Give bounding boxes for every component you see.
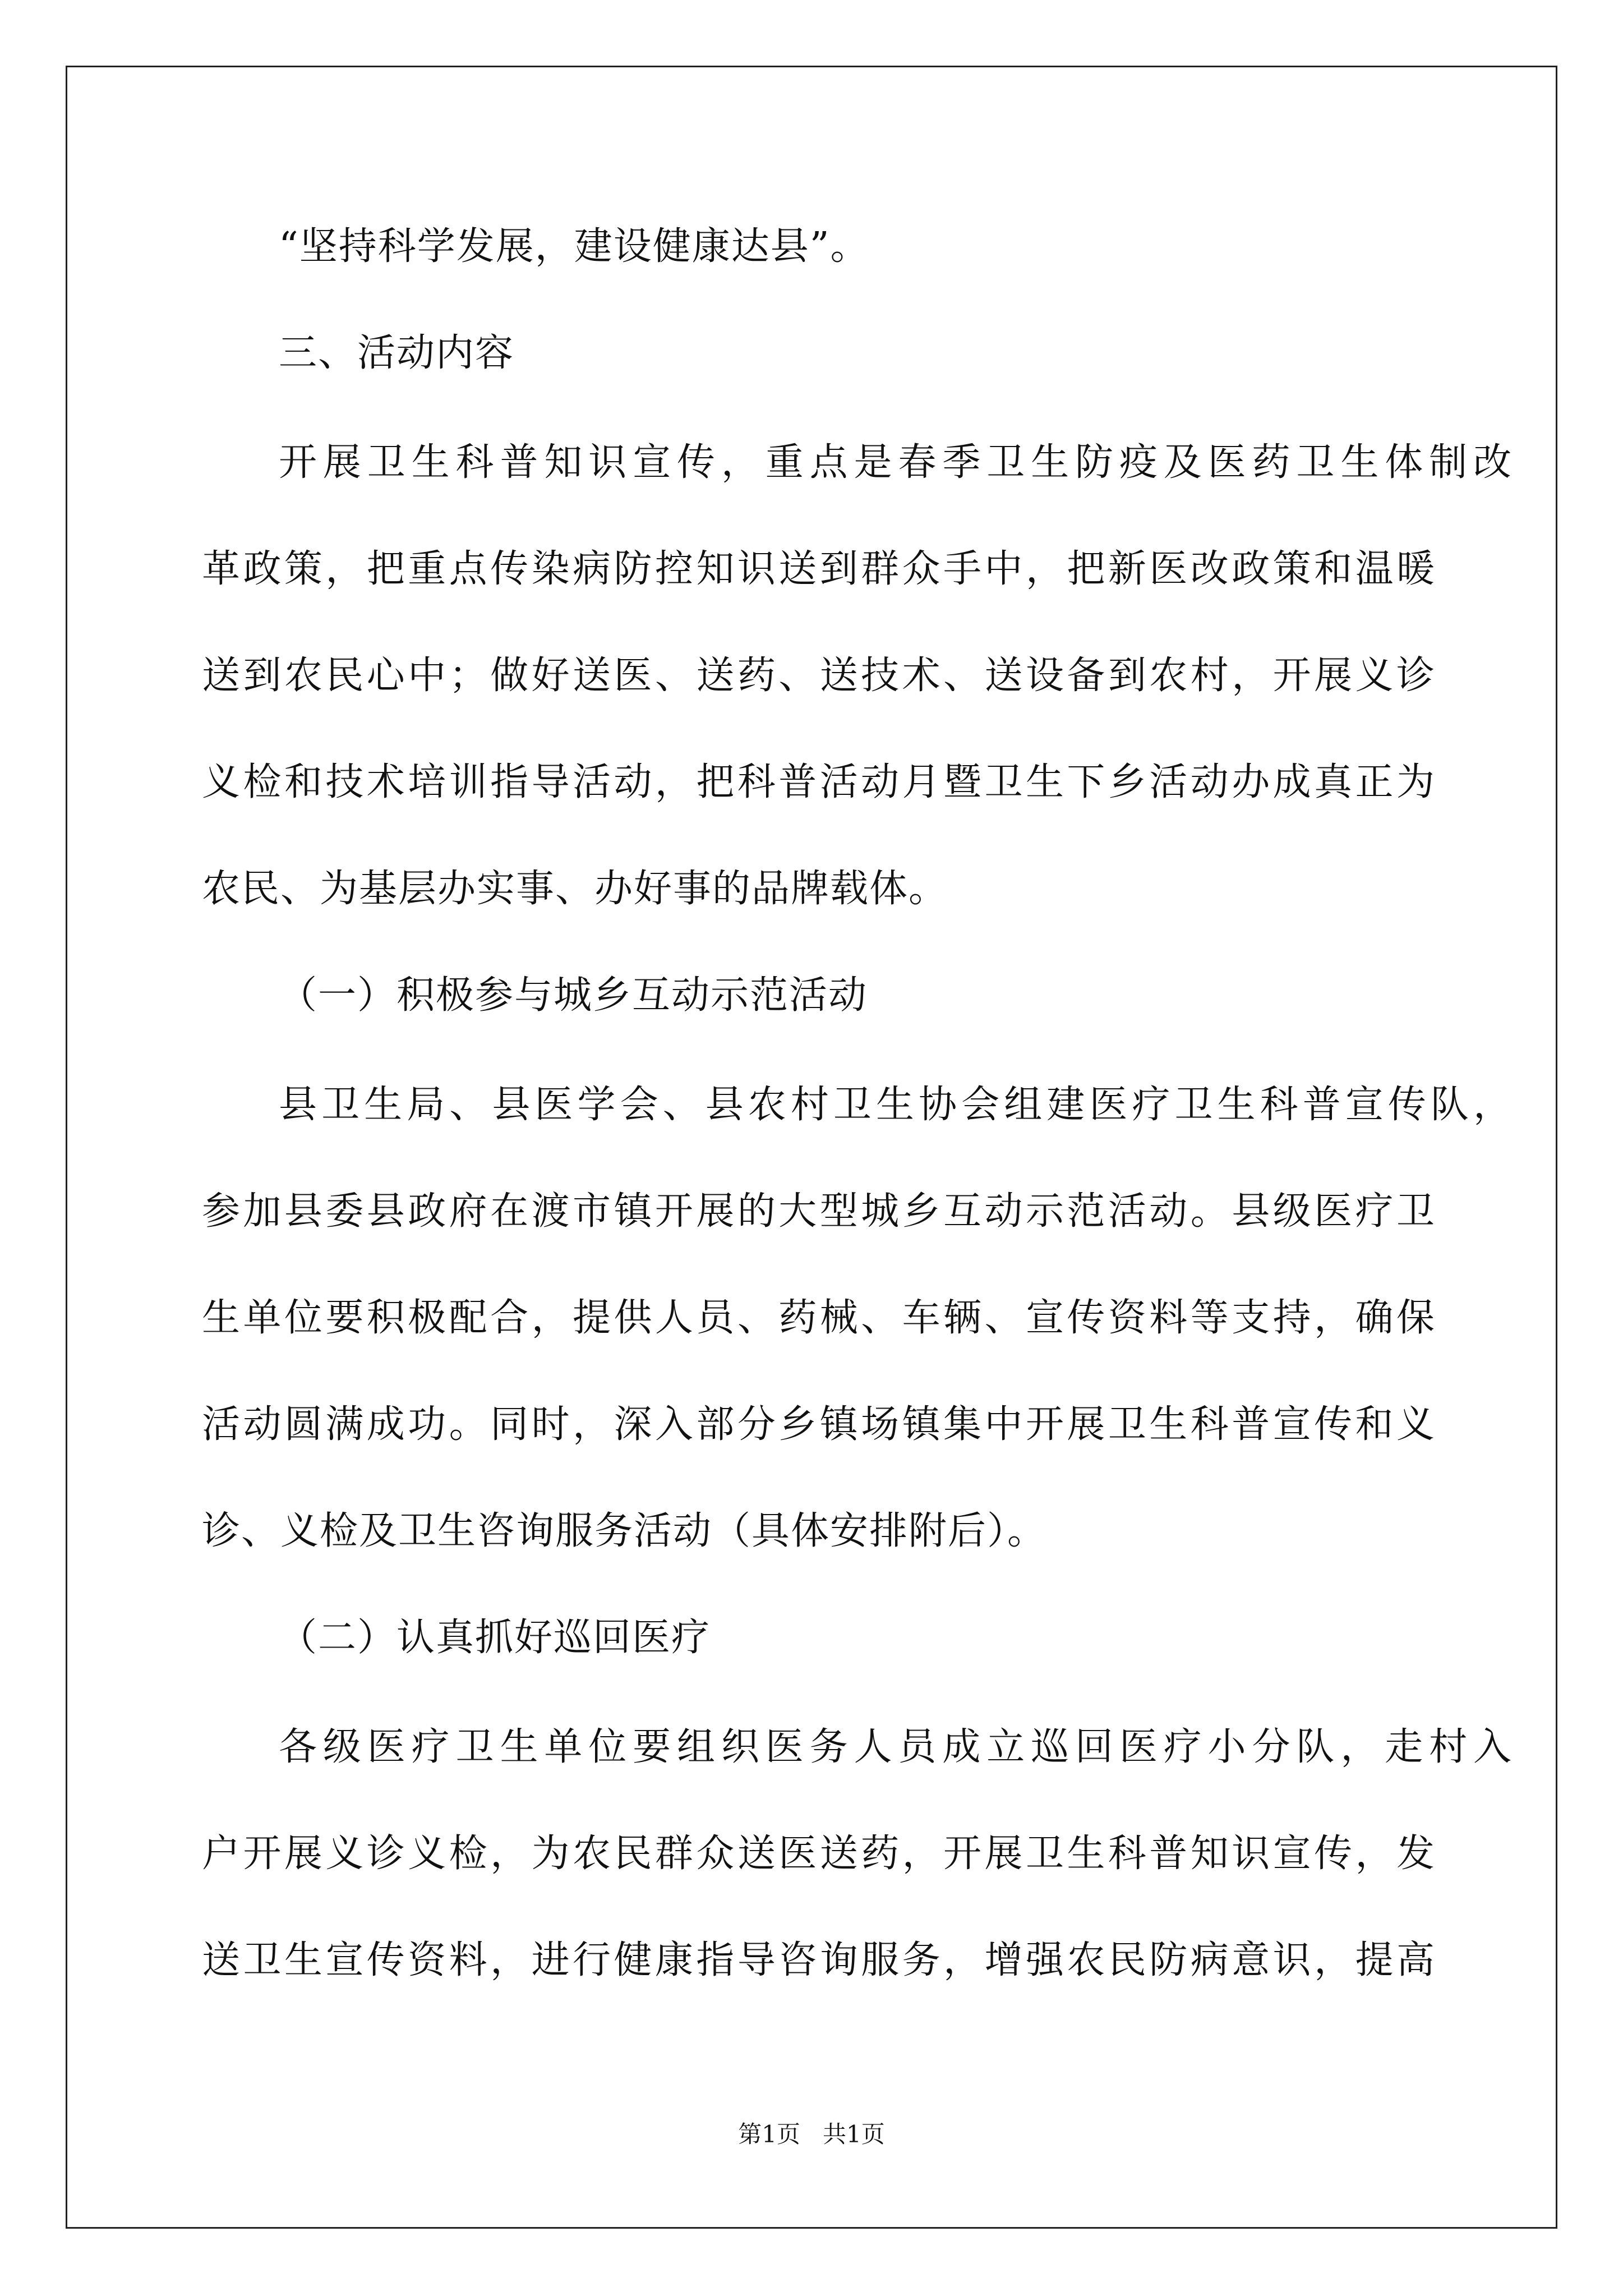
text-line-3: 开展卫生科普知识宣传，重点是春季卫生防疫及医药卫生体制改 — [279, 440, 1513, 485]
text-line-17: 送卫生宣传资料，进行健康指导咨询服务，增强农民防病意识，提高 — [202, 1938, 1436, 1982]
text-line-16: 户开展义诊义检，为农民群众送医送药，开展卫生科普知识宣传，发 — [202, 1832, 1436, 1876]
text-line-13: 诊、义检及卫生咨询服务活动（具体安排附后）。 — [202, 1509, 1047, 1553]
text-line-4: 革政策，把重点传染病防控知识送到群众手中，把新医改政策和温暖 — [202, 547, 1436, 591]
text-line-9: 县卫生局、县医学会、县农村卫生协会组建医疗卫生科普宣传队， — [279, 1083, 1513, 1127]
page-border — [66, 66, 1557, 2229]
text-line-11: 生单位要积极配合，提供人员、药械、车辆、宣传资料等支持，确保 — [202, 1296, 1436, 1340]
text-line-10: 参加县委县政府在渡市镇开展的大型城乡互动示范活动。县级医疗卫 — [202, 1189, 1436, 1234]
page-total: 共1页 — [823, 2120, 885, 2148]
subsection-heading-1: （一）积极参与城乡互动示范活动 — [279, 973, 868, 1018]
subsection-heading-2: （二）认真抓好巡回医疗 — [279, 1616, 711, 1660]
section-heading-activities: 三、活动内容 — [279, 331, 515, 375]
text-line-15: 各级医疗卫生单位要组织医务人员成立巡回医疗小分队，走村入 — [279, 1725, 1513, 1769]
text-line-5: 送到农民心中；做好送医、送药、送技术、送设备到农村，开展义诊 — [202, 654, 1436, 698]
page-number: 第1页 — [738, 2120, 800, 2148]
page-footer — [0, 2118, 1623, 2151]
text-line-1: “坚持科学发展，建设健康达县”。 — [279, 224, 870, 269]
text-line-6: 义检和技术培训指导活动，把科普活动月暨卫生下乡活动办成真正为 — [202, 760, 1436, 804]
text-line-7: 农民、为基层办实事、办好事的品牌载体。 — [202, 867, 948, 911]
text-line-12: 活动圆满成功。同时，深入部分乡镇场镇集中开展卫生科普宣传和义 — [202, 1402, 1436, 1447]
